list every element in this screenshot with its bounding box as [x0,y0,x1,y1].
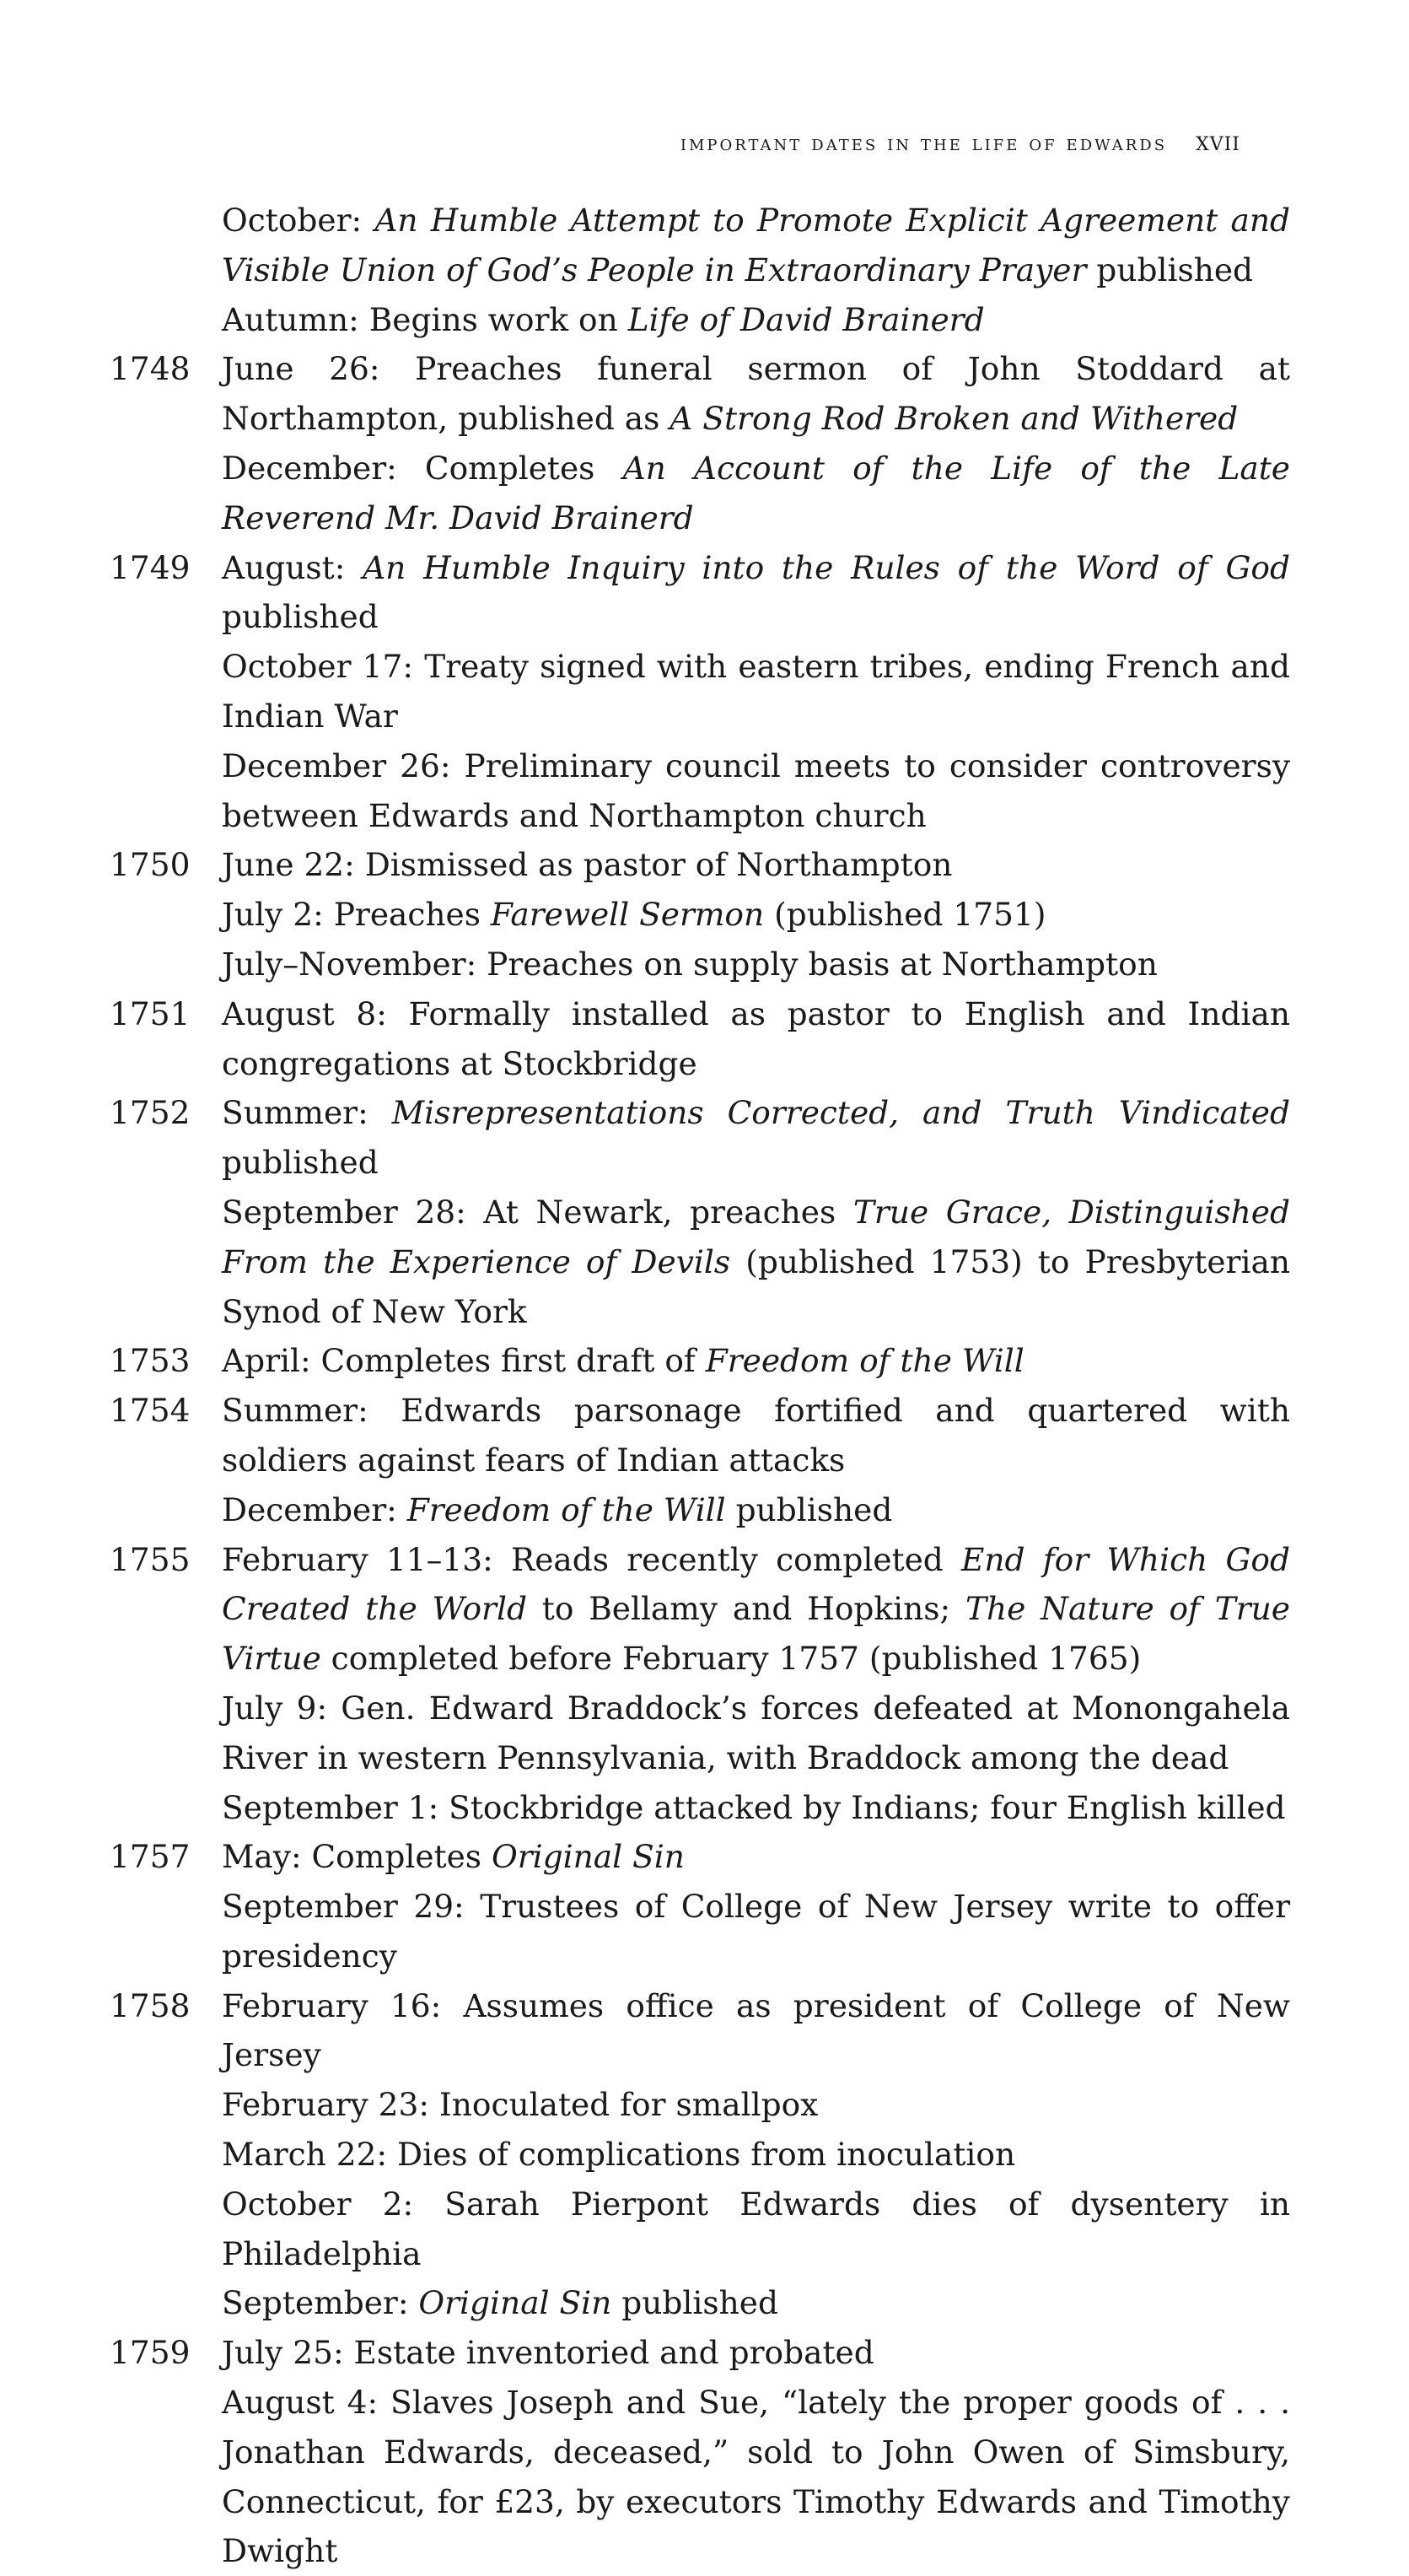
year-group [110,344,1290,542]
entry-text: June 22: Dismissed as pastor of Northampton [222,846,953,884]
timeline-entry [222,741,1290,841]
entry-title: Freedom of the Will [705,1342,1024,1380]
year-group [110,1088,1290,1336]
entry-text: December 26: Preliminary council meets to consider controversy between Edwards and Northampton church [222,746,1290,834]
entry-text: June 26: Preaches funeral sermon of John Stoddard at Northampton, published as [222,350,1290,438]
entry-list [222,196,1290,344]
entry-title: Life of David Brainerd [627,300,985,338]
entry-text: (published 1753) to Presbyterian Synod of New York [222,1242,1290,1330]
year-label: 1758 [110,1986,191,2024]
entry-text: December: [222,1490,407,1528]
entry-list [222,1088,1290,1336]
year-group [110,1981,1290,2329]
timeline-entry [222,1684,1290,1783]
timeline-entry [222,1386,1290,1485]
entry-list [222,989,1290,1089]
year-group [110,1336,1290,1386]
entry-title: Misrepresentations Corrected, and Truth Vindicated [391,1094,1290,1132]
timeline-entry [222,344,1290,444]
entry-list [222,1336,1290,1386]
timeline-entry [222,642,1290,741]
timeline-entry [222,2378,1290,2576]
entry-text: February 11–13: Reads recently completed [222,1540,962,1578]
entry-text: February 23: Inoculated for smallpox [222,2086,819,2124]
entry-text: April: Completes first draft of [222,1342,706,1380]
timeline-entry [222,1882,1290,1981]
entry-text: published [222,598,379,636]
timeline-entry [222,1832,1290,1882]
entry-title: Original Sin [418,2284,612,2322]
entry-text: December: Completes [222,449,623,487]
year-label: 1755 [110,1540,191,1578]
entry-text: to Bellamy and Hopkins; [526,1590,965,1628]
entry-title: A Strong Rod Broken and Withered [670,400,1239,438]
timeline-entry [222,1088,1290,1188]
entry-title: Farewell Sermon [490,896,765,934]
timeline-entry [222,196,1290,295]
year-group [110,1832,1290,1981]
entry-text: September 29: Trustees of College of New Jersey write to offer presidency [222,1888,1290,1975]
year-group [110,1386,1290,1534]
year-label: 1754 [110,1392,191,1430]
entry-text: September: [222,2284,419,2322]
entry-text: published [1086,251,1254,288]
entry-text: published [725,1490,893,1528]
timeline-entry [222,444,1290,543]
timeline-entry [222,989,1290,1089]
year-group [110,196,1290,344]
entry-text: published [611,2284,778,2322]
entry-title: End for Which God Created the World [222,1540,1290,1628]
entry-text: August 8: Formally installed as pastor to English and Indian congregations at Stockbridge [222,994,1290,1082]
entry-list [222,2328,1290,2576]
entry-text: completed before February 1757 (published 1765) [320,1640,1142,1678]
entry-text: Autumn: Begins work on [222,300,628,338]
entry-text: published [222,1144,379,1182]
timeline-entry [222,543,1290,643]
entry-text: October 2: Sarah Pierpont Edwards dies of dysentery in Philadelphia [222,2185,1290,2272]
entry-list [222,1832,1290,1981]
entry-text: August: [222,548,363,586]
year-label: 1751 [110,994,191,1032]
timeline-entry [222,295,1290,345]
entry-list [222,1386,1290,1534]
timeline-entry [222,1981,1290,2081]
entry-text: September 1: Stockbridge attacked by Indians; four English killed [222,1788,1286,1826]
entry-text: Summer: [222,1094,392,1132]
year-group [110,840,1290,989]
year-label: 1753 [110,1342,191,1380]
timeline-entry [222,2328,1290,2378]
timeline-entry [222,1188,1290,1336]
timeline-entry [222,840,1290,890]
entry-text: July 25: Estate inventoried and probated [222,2334,874,2372]
entry-text: July 2: Preaches [222,896,491,934]
timeline-entry [222,1485,1290,1535]
entry-text: Summer: Edwards parsonage fortified and quartered with soldiers against fears of Indian attacks [222,1392,1290,1479]
timeline-entry [222,1535,1290,1684]
timeline-entry [222,1336,1290,1386]
entry-list [222,1535,1290,1833]
timeline [110,196,1290,2576]
entry-list [222,840,1290,989]
entry-text: February 16: Assumes office as president of College of New Jersey [222,1986,1290,2074]
year-label: 1752 [110,1094,191,1132]
entry-list [222,543,1290,841]
entry-text: July 9: Gen. Edward Braddock’s forces defeated at Monongahela River in western Pennsylvania, with Braddock among the dead [222,1689,1290,1776]
timeline-entry [222,2278,1290,2328]
entry-title: Original Sin [491,1838,685,1876]
entry-text: (published 1751) [764,896,1046,934]
entry-title: An Humble Attempt to Promote Explicit Agreement and Visible Union of God’s People in Extraordinary Prayer [222,202,1290,288]
page-number: xvii [1196,125,1240,157]
entry-title: The Nature of True Virtue [222,1590,1290,1678]
timeline-entry [222,2180,1290,2279]
year-label: 1750 [110,846,191,884]
entry-text: September 28: At Newark, preaches [222,1193,853,1231]
timeline-entry [222,1783,1290,1833]
year-group [110,2328,1290,2576]
timeline-entry [222,2130,1290,2180]
entry-list [222,1981,1290,2329]
entry-text: August 4: Slaves Joseph and Sue, “lately the proper goods of . . . Jonathan Edwards, deceased,” sold to John Owen of Simsbury, Connecticut, for £23, by executors Timothy Edwards and Timothy Dwight [222,2384,1290,2570]
year-group [110,1535,1290,1833]
running-head [680,125,1240,157]
entry-text: March 22: Dies of complications from inoculation [222,2136,1016,2174]
year-group [110,543,1290,841]
timeline-entry [222,2080,1290,2130]
year-label: 1749 [110,548,191,586]
entry-title: An Humble Inquiry into the Rules of the Word of God [363,548,1290,586]
running-head-title: important dates in the life of edwards [680,131,1168,155]
entry-text: July–November: Preaches on supply basis at Northampton [222,945,1158,983]
timeline-entry [222,940,1290,989]
entry-title: Freedom of the Will [406,1490,726,1528]
year-group [110,989,1290,1089]
entry-list [222,344,1290,542]
entry-title: An Account of the Life of the Late Reverend Mr. David Brainerd [222,449,1290,536]
year-label: 1759 [110,2334,191,2372]
entry-text: May: Completes [222,1838,492,1876]
year-label: 1757 [110,1838,191,1876]
timeline-entry [222,890,1290,940]
entry-title: True Grace, Distinguished From the Experience of Devils [222,1193,1290,1280]
entry-text: October: [222,202,375,239]
year-label: 1748 [110,350,191,388]
entry-text: October 17: Treaty signed with eastern tribes, ending French and Indian War [222,648,1290,735]
